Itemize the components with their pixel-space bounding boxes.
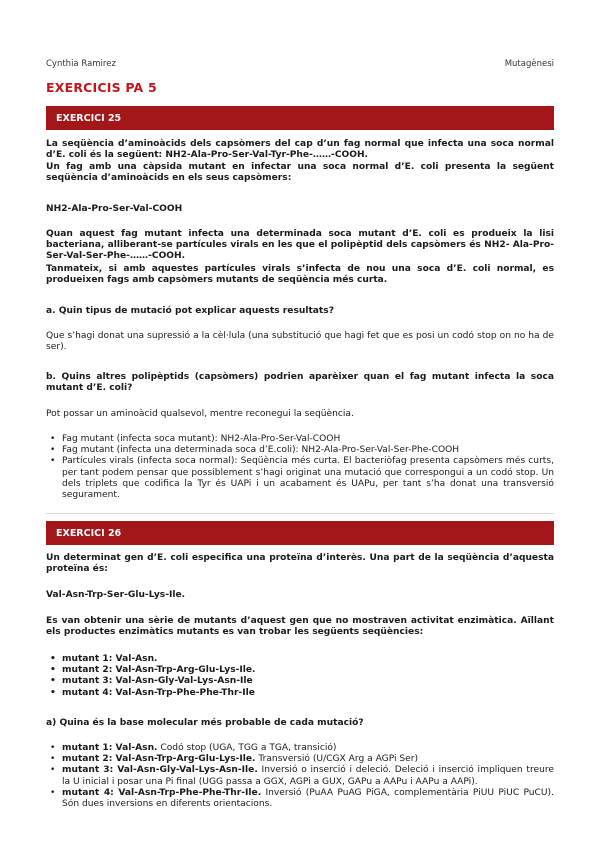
- answer-text: Transversió (U/CGX Arg a AGPi Ser): [255, 754, 419, 765]
- answer-label: mutant 1: Val-Asn.: [62, 743, 158, 753]
- list-item: • mutant 2: Val-Asn-Trp-Arg-Glu-Lys-Ile.: [46, 665, 554, 676]
- ex26-statement-1: Un determinat gen d’E. coli especifica una proteïna d’interès. Una part de la seqüència d’aquesta proteïna és:: [46, 553, 554, 575]
- answer-text: Inversió (PuAA PuAG PiGA, complementària PiUU PiUC PuCU). Són dues inversions en diferents orientacions.: [62, 787, 554, 810]
- ex26-answer-list: [46, 743, 554, 810]
- exercise-26-heading-label: EXERCICI 26: [56, 527, 122, 539]
- ex25-question-a: a. Quin tipus de mutació pot explicar aquests resultats?: [46, 306, 334, 316]
- running-header: [46, 59, 554, 69]
- ex25-statement-2: Un fag amb una càpsida mutant en infectar una soca normal d’E. coli presenta la següent seqüència d’aminoàcids en els seus capsòmers:: [46, 162, 554, 184]
- ex26-statement-2: Es van obtenir una sèrie de mutants d’aquest gen que no mostraven activitat enzimàtica. Aïllant els productes enzimàtics mutants es van trobar les següents seqüències:: [46, 616, 554, 638]
- section-divider: [46, 513, 554, 514]
- list-item: • mutant 1: Val-Asn.: [46, 654, 554, 665]
- author-name: Cynthia Ramirez: [46, 59, 116, 69]
- ex25-statement-4: Tanmateix, si amb aquestes partícules virals s’infecta de nou una soca d’E. coli normal, es produeixen fags amb capsòmers mutants de seqüència més curta.: [46, 264, 554, 286]
- ex25-sequence: NH2-Ala-Pro-Ser-Val-COOH: [46, 204, 183, 214]
- ex25-question-b: b. Quins altres polipèptids (capsòmers) podrien aparèixer quan el fag mutant infecta la soca mutant d’E. coli?: [46, 372, 554, 394]
- topic-label: Mutagènesi: [504, 59, 554, 69]
- ex25-statement-1: La seqüència d’aminoàcids dels capsòmers del cap d’un fag normal que infecta una soca normal d’E. coli és la següent: NH2-Ala-Pro-Ser-Val-Tyr-Phe-……-COOH.: [46, 139, 554, 161]
- exercise-26-heading: [46, 521, 554, 545]
- list-item: • Fag mutant (infecta soca mutant): NH2-Ala-Pro-Ser-Val-COOH: [46, 434, 554, 445]
- ex26-mutant-list: [46, 654, 554, 699]
- page-title: EXERCICIS PA 5: [46, 80, 157, 95]
- ex25-bullet-list: [46, 434, 554, 501]
- list-item: • Partícules virals (infecta soca normal): Seqüència més curta. El bacteriòfag presenta capsòmers més curts, per tant podem pensar que possiblement s’hagi originat una mutació que correspongui a un codó stop. Un dels triplets que codifica la Tyr és UAPi i un acabament és UAPu, per tant s’ha donat una transversió segurament.: [46, 456, 554, 501]
- answer-text: Inversió o inserció i deleció. Deleció i inserció impliquen treure la U inicial i posar una Pi final (UGG passa a GGX, AGPi a GUX, GAPu a AAPu i AAPu a AAPi).: [62, 765, 554, 787]
- answer-text: Codó stop (UGA, TGG a TGA, transició): [157, 743, 337, 753]
- answer-label: mutant 2: Val-Asn-Trp-Arg-Glu-Lys-Ile.: [62, 754, 256, 765]
- exercise-25-heading-label: EXERCICI 25: [56, 112, 122, 124]
- answer-label: mutant 4: Val-Asn-Trp-Phe-Phe-Thr-Ile.: [62, 787, 262, 798]
- exercise-25-heading: [46, 106, 554, 130]
- list-item: • Fag mutant (infecta una determinada soca d’E.coli): NH2-Ala-Pro-Ser-Val-Ser-Phe-COOH: [46, 445, 554, 456]
- ex25-statement-3: Quan aquest fag mutant infecta una determinada soca mutant d’E. coli es produeix la lisi bacteriana, alliberant-se partícules virals en les que el polipèptid dels capsòmers és NH2- Ala-Pro-Ser-Val-Ser-Phe-……-COOH.: [46, 229, 554, 262]
- list-item: • mutant 4: Val-Asn-Trp-Phe-Phe-Thr-Ile: [46, 688, 554, 699]
- ex25-answer-b: Pot possar un aminoàcid qualsevol, mentre reconegui la seqüència.: [46, 409, 354, 419]
- list-item: [46, 754, 554, 765]
- list-item: • mutant 3: Val-Asn-Gly-Val-Lys-Asn-Ile: [46, 676, 554, 687]
- list-item: [46, 743, 554, 754]
- ex25-answer-a: Que s’hagi donat una supressió a la cèl·lula (una substitució que hagi fet que es posi un codó stop on no ha de ser).: [46, 331, 554, 353]
- list-item: [46, 765, 554, 787]
- ex26-sequence: Val-Asn-Trp-Ser-Glu-Lys-Ile.: [46, 590, 186, 600]
- ex26-question-a: a) Quina és la base molecular més probable de cada mutació?: [46, 718, 364, 728]
- answer-label: mutant 3: Val-Asn-Gly-Val-Lys-Asn-Ile.: [62, 765, 258, 776]
- list-item: [46, 788, 554, 810]
